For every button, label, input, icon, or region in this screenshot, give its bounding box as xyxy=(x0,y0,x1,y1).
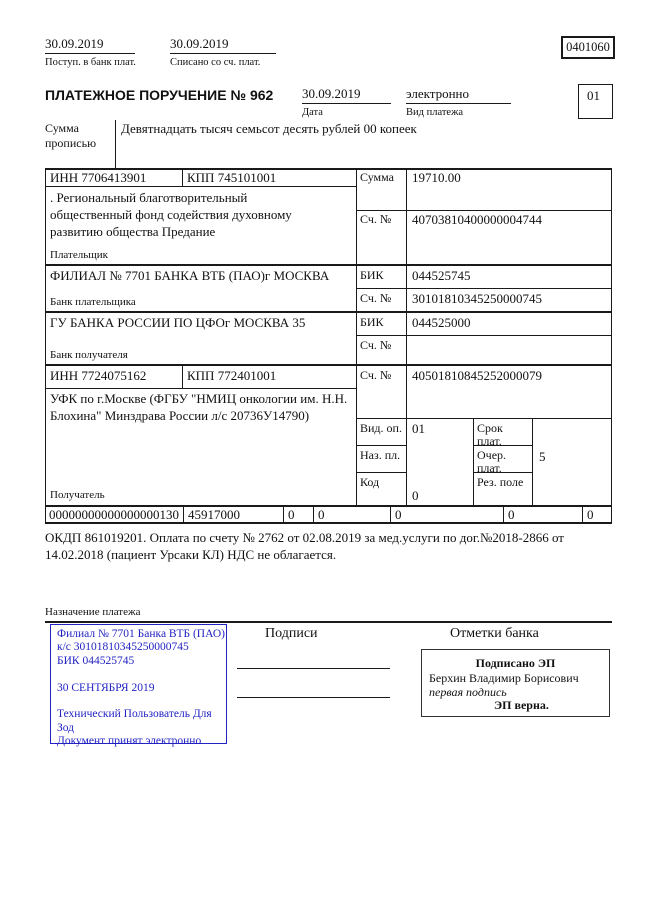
signature-line xyxy=(237,668,390,669)
ep-verified-text: ЭП верна. xyxy=(494,698,549,712)
stamp-line xyxy=(57,695,226,708)
stamp-line: БИК 044525745 xyxy=(57,654,135,667)
divider xyxy=(390,505,391,523)
divider xyxy=(356,335,612,336)
payment-purpose-label: Назначение платежа xyxy=(45,606,141,618)
bank-acceptance-stamp xyxy=(50,624,227,748)
code-cell: 0 xyxy=(587,507,594,522)
beneficiary-bank-name: ГУ БАНКА РОССИИ ПО ЦФОг МОСКВА 35 xyxy=(50,315,306,330)
payer-status: 01 xyxy=(587,88,600,103)
form-code: 0401060 xyxy=(566,40,610,54)
form-code-box xyxy=(561,36,615,59)
divider xyxy=(356,210,612,211)
beneficiary-inn: ИНН 7724075162 xyxy=(50,368,147,383)
signature-line xyxy=(237,697,390,698)
electronic-signature-box xyxy=(421,649,610,717)
payer-bank-name: ФИЛИАЛ № 7701 БАНКА ВТБ (ПАО)г МОСКВА xyxy=(50,268,330,283)
divider xyxy=(45,264,612,266)
payer-name-line: . Региональный благотворительный xyxy=(50,190,248,205)
payer-section-label: Плательщик xyxy=(50,249,108,261)
divider xyxy=(503,505,504,523)
stamp-line: Технический Пользователь Для xyxy=(57,708,212,721)
reserve-field-label: Рез. поле xyxy=(477,475,524,489)
payer-bank-bik-label: БИК xyxy=(360,268,384,282)
amount-value: 19710.00 xyxy=(412,170,461,185)
priority-value: 5 xyxy=(539,449,546,464)
priority-label-2: плат. xyxy=(477,461,502,475)
divider xyxy=(45,522,612,524)
code-cell: 0 xyxy=(288,507,295,522)
divider xyxy=(170,53,276,54)
code-label: Код xyxy=(360,475,380,489)
beneficiary-name-line: УФК по г.Москве (ФГБУ "НМИЦ онкологии им. Н.Н. xyxy=(50,391,348,406)
divider xyxy=(406,168,407,506)
debited-date: 30.09.2019 xyxy=(170,36,229,51)
payer-bank-account: 30101810345250000745 xyxy=(412,291,542,306)
ep-signer-name: Берхин Владимир Борисович xyxy=(429,671,579,685)
payment-kind: электронно xyxy=(406,86,470,101)
divider xyxy=(283,505,284,523)
payer-inn: ИНН 7706413901 xyxy=(50,170,147,185)
stamp-line: к/с 30101810345250000745 xyxy=(57,641,189,654)
signatures-label: Подписи xyxy=(265,626,318,641)
divider xyxy=(182,168,183,186)
divider xyxy=(45,311,612,313)
payer-kpp: КПП 745101001 xyxy=(187,170,277,185)
divider xyxy=(182,364,183,388)
divider xyxy=(611,168,612,524)
divider xyxy=(115,120,116,168)
due-label-1: Срок xyxy=(477,421,503,435)
beneficiary-bank-bik-label: БИК xyxy=(360,315,384,329)
received-date-label: Поступ. в банк плат. xyxy=(45,57,136,68)
document-date-label: Дата xyxy=(302,107,323,118)
divider xyxy=(45,621,612,623)
ep-signature-type: первая подпись xyxy=(429,685,507,699)
priority-label-1: Очер. xyxy=(477,448,507,462)
amount-words-label-2: прописью xyxy=(45,136,97,150)
divider xyxy=(302,103,391,104)
ep-title: Подписано ЭП xyxy=(475,656,556,670)
code-cell: 0 xyxy=(508,507,515,522)
divider xyxy=(45,364,612,366)
stamp-line: 30 СЕНТЯБРЯ 2019 xyxy=(57,681,155,694)
code-cell: 0 xyxy=(318,507,325,522)
beneficiary-bank-section-label: Банк получателя xyxy=(50,349,128,361)
beneficiary-bank-bik: 044525000 xyxy=(412,315,471,330)
divider xyxy=(313,505,314,523)
divider xyxy=(356,472,407,473)
document-title: ПЛАТЕЖНОЕ ПОРУЧЕНИЕ № 962 xyxy=(45,87,274,103)
beneficiary-section-label: Получатель xyxy=(50,489,105,501)
payer-account: 40703810400000004744 xyxy=(412,212,542,227)
beneficiary-name-line: Блохина" Минздрава России л/с 20736У14790) xyxy=(50,408,310,423)
beneficiary-account: 40501810845252000079 xyxy=(412,368,542,383)
stamp-line: Зод xyxy=(57,721,75,734)
purpose-code-label: Наз. пл. xyxy=(360,448,401,462)
divider xyxy=(45,186,356,187)
amount-label: Сумма xyxy=(360,170,394,184)
code-cell: 45917000 xyxy=(188,507,240,522)
received-date: 30.09.2019 xyxy=(45,36,104,51)
stamp-line: Филиал № 7701 Банка ВТБ (ПАО) xyxy=(57,628,225,640)
code-cell: 0 xyxy=(395,507,402,522)
divider xyxy=(183,505,184,523)
divider xyxy=(406,103,511,104)
divider xyxy=(473,418,474,506)
amount-words-label-1: Сумма xyxy=(45,121,79,135)
beneficiary-bank-account-label: Сч. № xyxy=(360,338,392,352)
op-type-label: Вид. оп. xyxy=(360,421,402,435)
divider xyxy=(356,168,357,506)
bank-marks-label: Отметки банка xyxy=(450,626,539,641)
divider xyxy=(356,418,612,419)
beneficiary-kpp: КПП 772401001 xyxy=(187,368,277,383)
due-label-2: плат. xyxy=(477,434,502,448)
divider xyxy=(45,53,135,54)
divider xyxy=(45,388,356,389)
payment-purpose-text: ОКДП 861019201. Оплата по счету № 2762 от 02.08.2019 за мед.услуги по дог.№2018-2866 от 14.02.2018 (пациент Урсаки КЛ) НДС не облагается. xyxy=(45,530,564,562)
payment-kind-label: Вид платежа xyxy=(406,107,464,118)
beneficiary-account-label: Сч. № xyxy=(360,368,392,382)
debited-date-label: Списано со сч. плат. xyxy=(170,57,261,68)
op-type-value: 01 xyxy=(412,421,425,436)
payer-name-line: общественный фонд содействия духовному xyxy=(50,207,292,222)
payer-status-box xyxy=(578,84,613,119)
payer-bank-bik: 044525745 xyxy=(412,268,471,283)
payer-bank-section-label: Банк плательщика xyxy=(50,296,136,308)
code-value: 0 xyxy=(412,488,419,503)
payer-account-label: Сч. № xyxy=(360,212,392,226)
divider xyxy=(45,168,46,524)
code-cell: 00000000000000000130 xyxy=(49,507,179,522)
divider xyxy=(532,418,533,506)
document-date: 30.09.2019 xyxy=(302,86,361,101)
payer-name-line: развитию общества Предание xyxy=(50,224,216,239)
divider xyxy=(582,505,583,523)
amount-in-words: Девятнадцать тысяч семьсот десять рублей 00 копеек xyxy=(121,121,417,136)
stamp-line: Документ принят электронно xyxy=(57,735,202,748)
payer-bank-account-label: Сч. № xyxy=(360,291,392,305)
divider xyxy=(356,288,612,289)
divider xyxy=(356,445,407,446)
stamp-line xyxy=(57,668,226,681)
